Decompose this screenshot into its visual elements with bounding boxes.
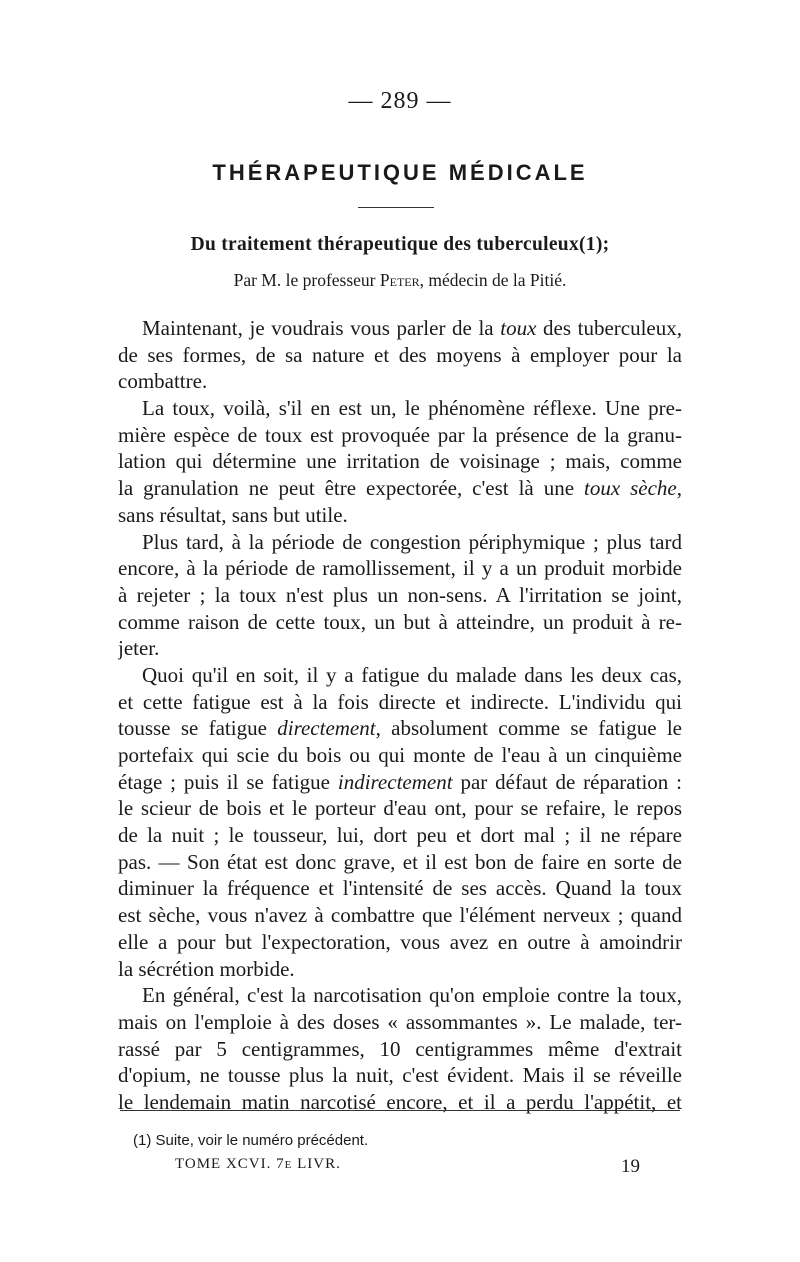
text-line [118, 822, 682, 849]
byline-prefix: Par M. le professeur [233, 270, 380, 290]
text-segment: sans résultat, sans but utile. [118, 502, 348, 527]
text-segment: des tuberculeux, [536, 316, 682, 340]
emphasis-text: toux [500, 316, 537, 340]
text-line [118, 342, 682, 369]
text-segment: tousse se fatigue [118, 716, 278, 741]
text-segment: elle a pour but l'expectoration, vous avez en outre à amoindrir [118, 929, 682, 954]
text-segment: est sèche, vous n'avez à combattre que l'élément nerveux ; quand [118, 903, 682, 928]
text-segment: , absolument comme se fatigue le [375, 716, 682, 741]
text-line [118, 715, 682, 742]
text-segment: Quoi qu'il en soit, il y a fatigue du malade dans les deux cas, [142, 662, 682, 687]
byline-suffix: , médecin de la Pitié. [419, 270, 567, 290]
text-line [118, 635, 682, 662]
text-segment: et cette fatigue est à la fois directe et indirecte. L'individu qui [118, 689, 682, 714]
footnote: (1) Suite, voir le numéro précédent. [133, 1132, 369, 1149]
emphasis-text: indirectement [337, 769, 453, 794]
text-segment: lation qui détermine une irritation de voisinage ; mais, comme [118, 449, 682, 474]
text-line [118, 1036, 682, 1063]
text-line [118, 902, 682, 929]
article-body [118, 315, 682, 1116]
text-segment: rassé par 5 centigrammes, 10 centigrammes même d'extrait [118, 1036, 682, 1061]
text-line [118, 742, 682, 769]
signature-right: 19 [621, 1156, 640, 1177]
text-line [118, 982, 682, 1009]
text-segment: diminuer la fréquence et l'intensité de ses accès. Quand la toux [118, 876, 682, 901]
page-number: — 289 — [348, 88, 452, 114]
text-segment: La toux, voilà, s'il en est un, le phénomène réflexe. Une pre- [142, 396, 682, 421]
text-segment: En général, c'est la narcotisation qu'on emploie contre la toux, [142, 983, 682, 1008]
signature-line [175, 1156, 640, 1177]
text-line [118, 875, 682, 902]
emphasis-text: directement [277, 716, 376, 741]
text-segment: d'opium, ne tousse plus la nuit, c'est évident. Mais il se réveille [118, 1063, 682, 1088]
text-segment: le lendemain matin narcotisé encore, et il a perdu l'appétit, et [118, 1089, 682, 1114]
text-segment: portefaix qui scie du bois ou qui monte de l'eau à un cinquième [118, 743, 682, 767]
text-line [118, 529, 682, 556]
text-segment: mais on l'emploie à des doses « assommantes ». Le malade, ter- [118, 1009, 682, 1034]
text-line [118, 422, 682, 449]
text-segment: le scieur de bois et le porteur d'eau ont, pour se refaire, le repos [118, 796, 682, 821]
text-line [118, 956, 682, 983]
text-segment: de la nuit ; le tousseur, lui, dort peu et dort mal ; il ne répare [118, 823, 682, 848]
text-segment: Plus tard, à la période de congestion périphymique ; plus tard [142, 529, 682, 554]
text-line [118, 769, 682, 796]
text-line [118, 502, 682, 529]
emphasis-text: toux sèche [583, 476, 677, 501]
text-line [118, 1089, 682, 1116]
text-segment: jeter. [118, 636, 160, 661]
text-line [118, 662, 682, 689]
text-line [118, 475, 682, 502]
text-segment: Maintenant, je voudrais vous parler de la [142, 316, 501, 340]
text-line [118, 555, 682, 582]
byline [0, 270, 800, 291]
byline-author: Peter [379, 270, 420, 290]
text-segment: , [676, 476, 682, 501]
text-segment: par défaut de réparation : [452, 769, 682, 794]
title-divider [358, 207, 434, 208]
text-segment: mière espèce de toux est provoquée par la présence de la granu- [118, 422, 682, 447]
text-line [118, 929, 682, 956]
text-segment: la granulation ne peut être expectorée, c'est là une [118, 476, 584, 501]
text-line [118, 849, 682, 876]
text-line [118, 368, 682, 395]
text-line [118, 395, 682, 422]
text-segment: pas. — Son état est donc grave, et il est bon de faire en sorte de [118, 849, 682, 874]
text-line [118, 1062, 682, 1089]
text-line [118, 795, 682, 822]
text-line [118, 689, 682, 716]
text-segment: la sécrétion morbide. [118, 956, 295, 981]
text-line [118, 448, 682, 475]
text-segment: de ses formes, de sa nature et des moyens à employer pour la [118, 342, 682, 367]
section-title: THÉRAPEUTIQUE MÉDICALE [212, 160, 588, 185]
text-segment: encore, à la période de ramollissement, il y a un produit morbide [118, 556, 682, 581]
text-line [118, 582, 682, 609]
article-title: Du traitement thérapeutique des tuberculeux(1); [190, 234, 610, 255]
footnote-divider [120, 1110, 680, 1111]
text-segment: comme raison de cette toux, un but à atteindre, un produit à re- [118, 609, 682, 634]
text-line [118, 315, 682, 342]
text-segment: étage ; puis il se fatigue [118, 769, 338, 794]
signature-left: TOME XCVI. 7e LIVR. [175, 1156, 341, 1172]
text-segment: combattre. [118, 369, 208, 394]
text-line [118, 1009, 682, 1036]
text-segment: à rejeter ; la toux n'est plus un non-sens. A l'irritation se joint, [118, 582, 682, 607]
text-line [118, 609, 682, 636]
